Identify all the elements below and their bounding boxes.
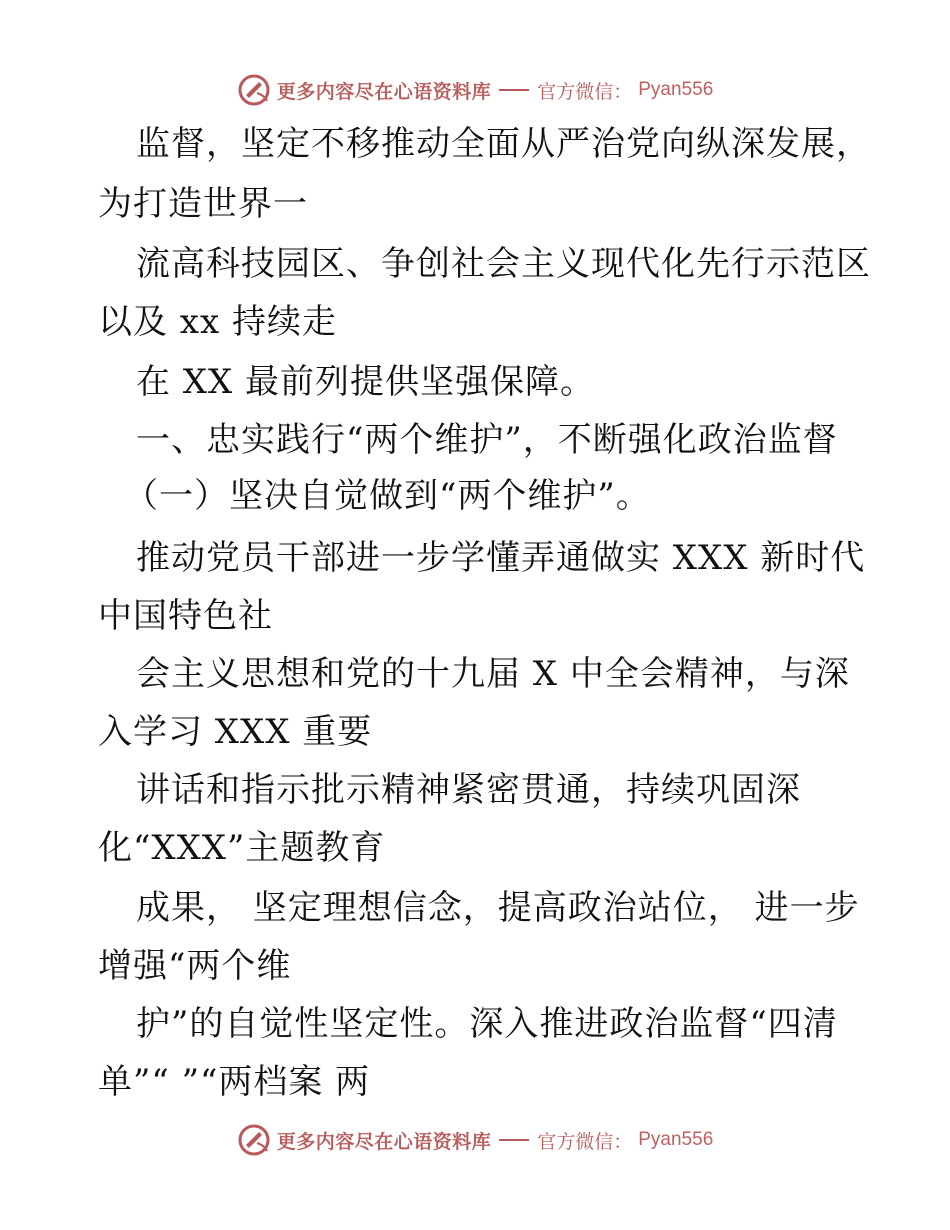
text-line: 护”的自觉性坚定性。深入推进政治监督“四清 (136, 1004, 838, 1044)
watermark-banner-top (0, 70, 950, 110)
text-line: 中国特色社 (98, 596, 273, 636)
text-line: 讲话和指示批示精神紧密贯通，持续巩固深 (136, 770, 801, 810)
text-line: 流高科技园区、争创社会主义现代化先行示范区 (136, 244, 871, 284)
watermark-dash (499, 1139, 529, 1141)
subsection-heading: （一）坚决自觉做到“两个维护”。 (124, 476, 651, 516)
text-line: 以及 xx 持续走 (98, 302, 337, 342)
text-line: 单”“ ”“两档案 两 (98, 1062, 371, 1102)
watermark-brand: 更多内容尽在心语资料库 (276, 80, 492, 103)
text-line: 在 XX 最前列提供坚强保障。 (136, 362, 596, 402)
watermark-official-label: 官方微信： (537, 80, 633, 103)
seal-logo-icon (237, 73, 271, 107)
watermark-brand: 更多内容尽在心语资料库 (276, 1130, 492, 1153)
text-line: 化“XXX”主题教育 (98, 828, 386, 868)
watermark-banner-bottom (0, 1120, 950, 1160)
watermark-wechat-id: Pyan556 (638, 79, 714, 100)
text-line: 成果， 坚定理想信念，提高政治站位， 进一步 (136, 888, 860, 928)
text-line: 会主义思想和党的十九届 X 中全会精神，与深 (136, 654, 850, 694)
text-line: 增强“两个维 (98, 946, 292, 986)
text-line: 为打造世界一 (98, 184, 308, 224)
text-line: 监督，坚定不移推动全面从严治党向纵深发展， (136, 124, 871, 164)
watermark-dash (499, 89, 529, 91)
section-heading: 一、忠实践行“两个维护”，不断强化政治监督 (136, 420, 838, 460)
watermark-official-label: 官方微信： (537, 1130, 633, 1153)
text-line: 入学习 XXX 重要 (98, 712, 373, 752)
text-line: 推动党员干部进一步学懂弄通做实 XXX 新时代 (136, 538, 866, 578)
seal-logo-icon (237, 1123, 271, 1157)
watermark-wechat-id: Pyan556 (638, 1129, 714, 1150)
